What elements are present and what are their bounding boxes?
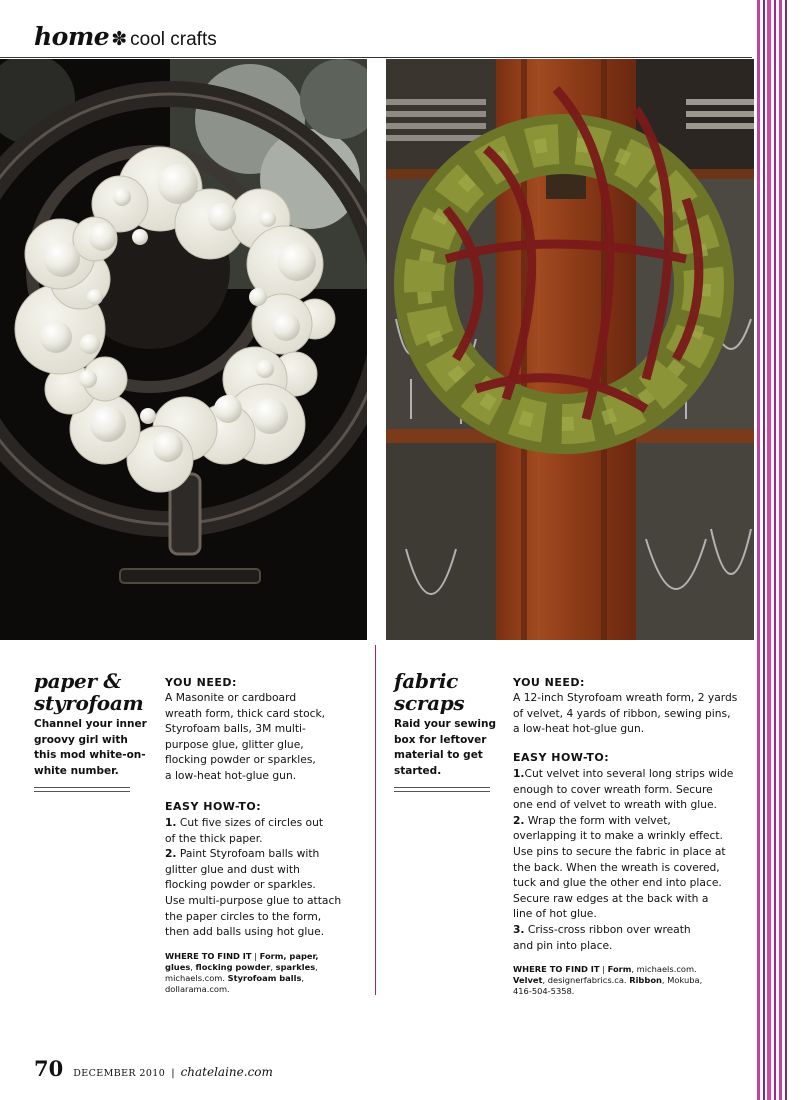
step-number: 1.	[513, 767, 525, 780]
where-punct: ,	[315, 962, 318, 972]
step-text: line of hot glue.	[513, 907, 597, 921]
section-header	[34, 22, 217, 52]
you-need-line: Styrofoam balls, 3M multi-	[165, 722, 306, 736]
where-sep: |	[599, 964, 608, 974]
left-double-rule	[34, 787, 130, 792]
step-number: 2.	[513, 813, 525, 827]
step	[165, 815, 365, 831]
section-name: home	[34, 22, 110, 51]
you-need-line: A 12-inch Styrofoam wreath form, 2 yards	[513, 691, 738, 704]
step-text: Cut velvet into several long strips wide	[524, 767, 734, 780]
edge-stripes	[754, 0, 806, 1100]
left-you-need-list	[165, 690, 365, 784]
step-text: overlapping it to make a wrinkly effect.	[513, 829, 723, 843]
step-number: 2.	[165, 847, 177, 861]
step-number: 1.	[165, 816, 177, 829]
right-intro-line: material to get	[394, 749, 483, 761]
step-text: and pin into place.	[513, 938, 613, 952]
step-text: one end of velvet to wreath with glue.	[513, 798, 717, 812]
right-title-line: fabric	[394, 669, 459, 693]
right-steps	[513, 766, 751, 953]
step	[513, 922, 751, 938]
right-howto-heading: EASY HOW-TO:	[513, 751, 610, 764]
where-source: , Mokuba,	[661, 975, 703, 985]
where-punct: ,	[301, 973, 305, 983]
left-title	[34, 670, 143, 714]
step-number: 3.	[513, 922, 525, 936]
left-intro	[34, 717, 159, 779]
step-text: Secure raw edges at the back with a	[513, 891, 709, 905]
left-title-line: paper &	[34, 669, 122, 693]
where-item: sparkles	[275, 962, 316, 972]
page-footer	[34, 1056, 273, 1081]
right-title-line: scraps	[394, 691, 465, 715]
where-sep: |	[251, 951, 260, 961]
step-text: of the thick paper.	[165, 831, 263, 845]
you-need-line: purpose glue, glitter glue,	[165, 737, 304, 751]
right-double-rule	[394, 787, 490, 792]
step-text: Use pins to secure the fabric in place at	[513, 844, 726, 858]
left-intro-line: groovy girl with	[34, 733, 128, 746]
step	[513, 766, 751, 782]
step-text: tuck and glue the other end into place.	[513, 876, 722, 890]
right-intro-line: box for leftover	[394, 733, 487, 746]
issue-date: DECEMBER 2010	[73, 1068, 166, 1079]
where-source: , designerfabrics.ca.	[542, 975, 630, 985]
where-item: glues	[165, 962, 191, 972]
footer-separator: |	[171, 1068, 175, 1079]
where-item: Form, paper,	[259, 951, 319, 961]
you-need-line: a low-heat hot-glue gun.	[165, 768, 297, 782]
left-intro-line: white number.	[34, 764, 119, 777]
you-need-line: flocking powder or sparkles,	[165, 753, 316, 767]
step-text: Use multi-purpose glue to attach	[165, 893, 342, 907]
step-text: Wrap the form with velvet,	[527, 813, 671, 827]
left-intro-line: this mod white-on-	[34, 749, 146, 761]
where-label: WHERE TO FIND IT	[165, 951, 252, 961]
step	[513, 813, 751, 829]
snowflake-icon: ✽	[111, 28, 128, 50]
header-rule	[0, 57, 752, 58]
where-label: WHERE TO FIND IT	[513, 964, 600, 974]
left-title-line: styrofoam	[34, 691, 144, 715]
left-howto-heading: EASY HOW-TO:	[165, 800, 262, 813]
where-source: 416-504-5358.	[513, 986, 575, 996]
step-text: glitter glue and dust with	[165, 862, 300, 876]
where-item: Styrofoam balls	[227, 973, 302, 983]
left-intro-line: Channel your inner	[34, 718, 147, 730]
step-text: Cut five sizes of circles out	[179, 816, 324, 829]
right-intro-line: started.	[394, 764, 442, 777]
left-you-need-heading: YOU NEED:	[165, 676, 237, 689]
right-intro-line: Raid your sewing	[394, 718, 496, 730]
you-need-line: a low-heat hot-glue gun.	[513, 722, 645, 736]
step-text: the back. When the wreath is covered,	[513, 860, 720, 874]
where-item: Form	[607, 964, 632, 974]
left-where-to-find	[165, 951, 365, 995]
you-need-line: wreath form, thick card stock,	[165, 706, 326, 720]
photo-fabric-wreath	[386, 59, 754, 640]
step-text: Criss-cross ribbon over wreath	[527, 922, 691, 936]
where-item: Ribbon	[629, 975, 662, 985]
step-text: then add balls using hot glue.	[165, 925, 325, 939]
where-item: flocking powder	[195, 962, 271, 972]
website: chatelaine.com	[180, 1065, 273, 1079]
photo-paper-wreath	[0, 59, 367, 640]
right-you-need-list	[513, 690, 751, 737]
right-you-need-heading: YOU NEED:	[513, 676, 585, 689]
step-text: flocking powder or sparkles.	[165, 878, 316, 892]
you-need-line: A Masonite or cardboard	[165, 691, 297, 704]
section-subname: cool crafts	[130, 29, 217, 50]
where-source: michaels.com.	[165, 973, 228, 983]
left-steps	[165, 815, 365, 940]
step-text: the paper circles to the form,	[165, 909, 322, 923]
right-title	[394, 670, 464, 714]
where-source: , michaels.com.	[631, 964, 697, 974]
right-intro	[394, 717, 499, 779]
right-where-to-find	[513, 964, 751, 997]
where-source: dollarama.com.	[165, 984, 230, 994]
page-number: 70	[34, 1056, 64, 1081]
column-divider	[375, 645, 376, 995]
where-item: Velvet	[513, 975, 543, 985]
step	[165, 846, 365, 862]
where-punct: ,	[270, 962, 276, 972]
step-text: Paint Styrofoam balls with	[179, 847, 320, 861]
step-text: enough to cover wreath form. Secure	[513, 782, 713, 796]
you-need-line: of velvet, 4 yards of ribbon, sewing pins,	[513, 706, 731, 720]
where-punct: ,	[190, 962, 196, 972]
